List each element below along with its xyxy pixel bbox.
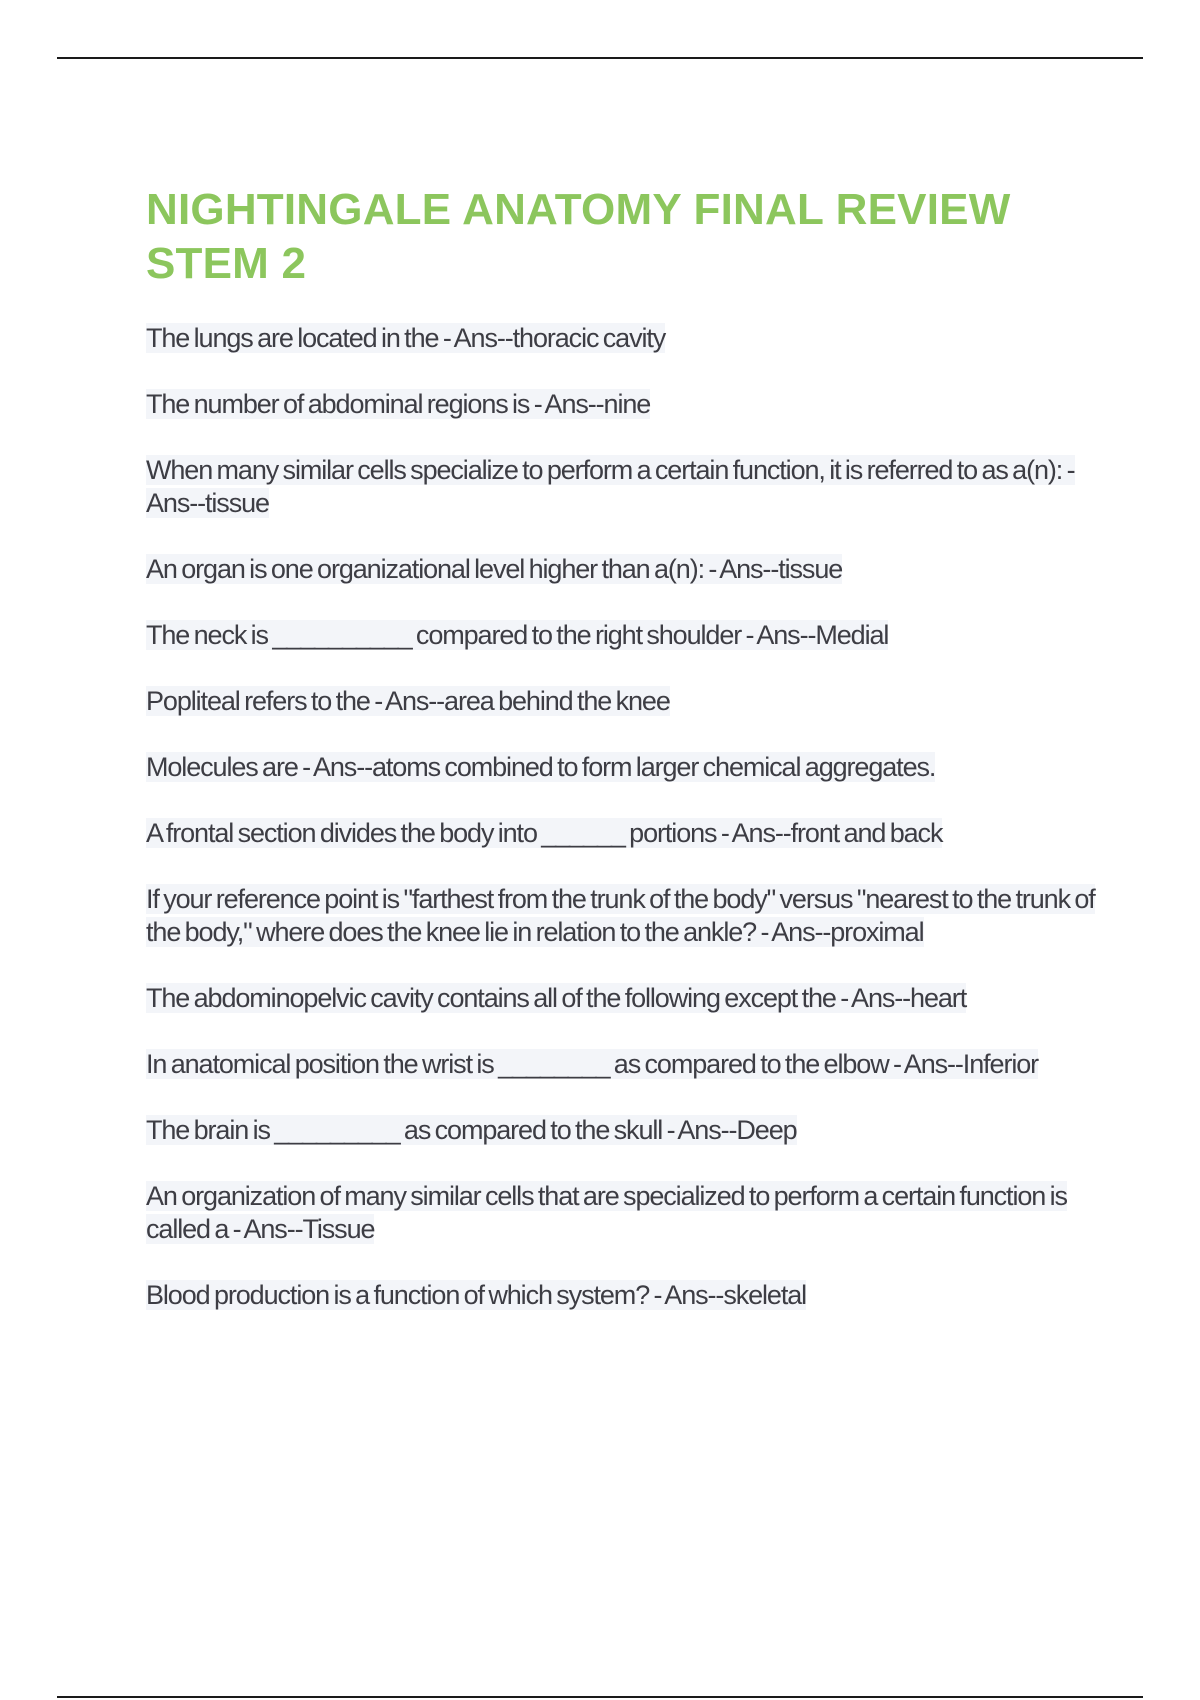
- qa-text: The number of abdominal regions is - Ans--nine: [146, 389, 651, 419]
- top-rule: [57, 57, 1143, 59]
- qa-text: Blood production is a function of which system? - Ans--skeletal: [146, 1280, 807, 1310]
- qa-text: An organization of many similar cells that are specialized to perform a certain function is called a - Ans--Tissue: [146, 1181, 1067, 1244]
- qa-list: [146, 322, 1096, 1345]
- qa-item: [146, 1279, 1096, 1312]
- qa-item: [146, 454, 1096, 520]
- qa-item: [146, 982, 1096, 1015]
- qa-item: [146, 883, 1096, 949]
- qa-item: [146, 751, 1096, 784]
- qa-text: The neck is __________ compared to the right shoulder - Ans--Medial: [146, 620, 889, 650]
- qa-item: [146, 1114, 1096, 1147]
- document-title: NIGHTINGALE ANATOMY FINAL REVIEW STEM 2: [146, 185, 1011, 288]
- qa-item: [146, 619, 1096, 652]
- qa-item: [146, 553, 1096, 586]
- qa-text: A frontal section divides the body into ______ portions - Ans--front and back: [146, 818, 943, 848]
- qa-item: [146, 1048, 1096, 1081]
- qa-text: When many similar cells specialize to perform a certain function, it is referred to as a(n): - Ans--tissue: [146, 455, 1075, 518]
- qa-text: The lungs are located in the - Ans--thoracic cavity: [146, 323, 666, 353]
- qa-text: In anatomical position the wrist is ________ as compared to the elbow - Ans--Inferior: [146, 1049, 1039, 1079]
- qa-text: If your reference point is "farthest from the trunk of the body" versus "nearest to the trunk of the body," where does the knee lie in relation to the ankle? - Ans--proximal: [146, 884, 1095, 947]
- bottom-rule: [57, 1696, 1143, 1698]
- qa-text: Popliteal refers to the - Ans--area behind the knee: [146, 686, 670, 716]
- qa-text: The brain is _________ as compared to the skull - Ans--Deep: [146, 1115, 797, 1145]
- qa-item: [146, 388, 1096, 421]
- qa-item: [146, 685, 1096, 718]
- qa-item: [146, 322, 1096, 355]
- qa-text: An organ is one organizational level higher than a(n): - Ans--tissue: [146, 554, 843, 584]
- qa-item: [146, 1180, 1096, 1246]
- qa-text: The abdominopelvic cavity contains all of the following except the - Ans--heart: [146, 983, 967, 1013]
- qa-item: [146, 817, 1096, 850]
- qa-text: Molecules are - Ans--atoms combined to form larger chemical aggregates.: [146, 752, 936, 782]
